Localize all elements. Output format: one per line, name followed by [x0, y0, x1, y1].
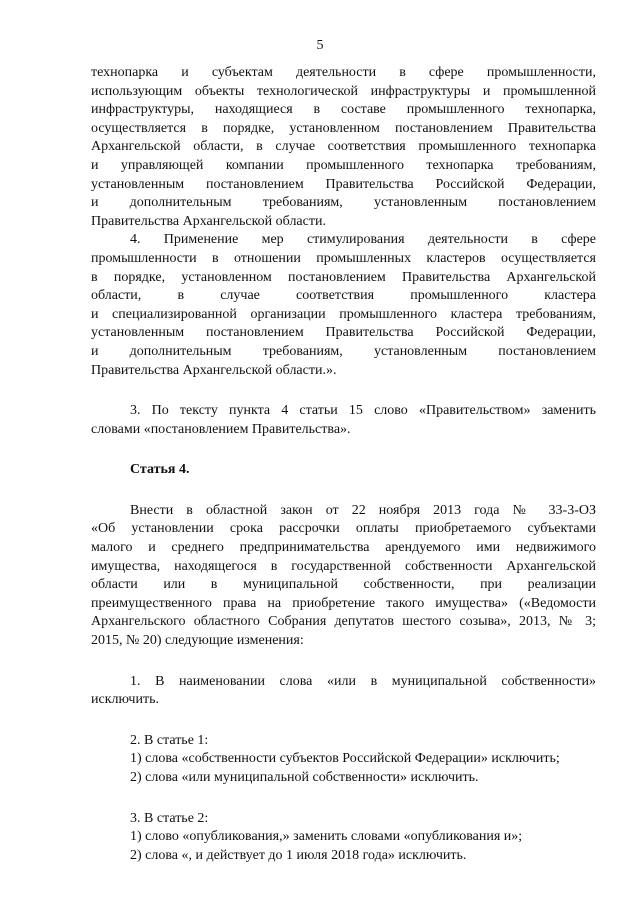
- text-line: 2) слова «, и действует до 1 июля 2018 года» исключить.: [130, 847, 467, 863]
- text-line: 1) слово «опубликования,» заменить словами «опубликования и»;: [130, 829, 523, 845]
- spacer: [91, 651, 596, 673]
- paragraph-item-3-article-15: [91, 402, 596, 439]
- text-line: 1. В наименовании слова «или в муниципальной собственности»: [130, 673, 596, 689]
- text-line: области, в случае соответствия промышленного кластера: [91, 288, 596, 304]
- article-heading: Статья 4.: [130, 462, 190, 478]
- text-line: малого и среднего предпринимательства арендуемого ими недвижимого: [91, 540, 596, 556]
- text-line: в порядке, установленном постановлением Правительства Архангельской: [91, 269, 596, 285]
- text-line: и управляющей компании промышленного технопарка требованиям,: [91, 157, 596, 173]
- document-body: [91, 64, 596, 865]
- paragraph-item-1: [91, 673, 596, 710]
- text-line: области или в муниципальной собственности, при реализации: [91, 577, 596, 593]
- spacer: [91, 710, 596, 732]
- text-line: установленным постановлением Правительства Российской Федерации,: [91, 325, 596, 341]
- text-line: преимущественного права на приобретение такого имущества» («Ведомости: [91, 595, 596, 611]
- paragraph-item-3: [91, 810, 596, 866]
- text-line: и дополнительным требованиям, установленным постановлением: [91, 343, 596, 359]
- text-line: установленным постановлением Правительства Российской Федерации,: [91, 176, 596, 192]
- spacer: [91, 380, 596, 402]
- text-line: словами «постановлением Правительства».: [91, 421, 351, 437]
- text-line: 4. Применение мер стимулирования деятельности в сфере: [130, 232, 596, 248]
- text-line: 2) слова «или муниципальной собственности» исключить.: [130, 770, 479, 785]
- spacer: [91, 439, 596, 461]
- text-line: 3. По тексту пункта 4 статьи 15 слово «Правительством» заменить: [130, 403, 596, 419]
- text-line: 2015, № 20) следующие изменения:: [91, 633, 304, 649]
- text-line: Правительства Архангельской области.».: [91, 362, 337, 378]
- text-line: Архангельского областного Собрания депутатов шестого созыва», 2013, № 3;: [91, 614, 596, 630]
- page-number: 5: [316, 38, 324, 53]
- paragraph-clusters: [91, 231, 596, 380]
- text-line: осуществляется в порядке, установленном постановлением Правительства: [91, 120, 596, 136]
- text-line: Правительства Архангельской области.: [91, 213, 326, 229]
- paragraph-item-2: [91, 732, 596, 788]
- text-line: и дополнительным требованиям, установленным постановлением: [91, 195, 596, 211]
- text-line: исключить.: [91, 692, 159, 708]
- text-line: «Об установлении срока рассрочки оплаты приобретаемого субъектами: [91, 521, 596, 537]
- text-line: Внести в областной закон от 22 ноября 2013 года № 33-3-ОЗ: [130, 502, 596, 518]
- text-line: инфраструктуры, находящиеся в составе промышленного технопарка,: [91, 102, 596, 118]
- text-line: использующим объекты технологической инфраструктуры и промышленной: [91, 83, 596, 99]
- paragraph-technopark-continuation: [91, 64, 596, 231]
- spacer: [91, 788, 596, 810]
- text-line: технопарка и субъектам деятельности в сфере промышленности,: [91, 65, 596, 80]
- text-line: имущества, находящегося в государственной собственности Архангельской: [91, 558, 596, 574]
- text-line: и специализированной организации промышленного кластера требованиям,: [91, 306, 596, 322]
- text-line: Архангельской области, в случае соответствия промышленного технопарка: [91, 139, 596, 155]
- item-heading: 2. В статье 1:: [130, 732, 209, 748]
- text-line: 1) слова «собственности субъектов Российской Федерации» исключить;: [130, 751, 560, 767]
- spacer: [91, 480, 596, 502]
- text-line: промышленности в отношении промышленных кластеров осуществляется: [91, 250, 596, 266]
- item-heading: 3. В статье 2:: [130, 810, 209, 826]
- paragraph-article-4-intro: [91, 502, 596, 651]
